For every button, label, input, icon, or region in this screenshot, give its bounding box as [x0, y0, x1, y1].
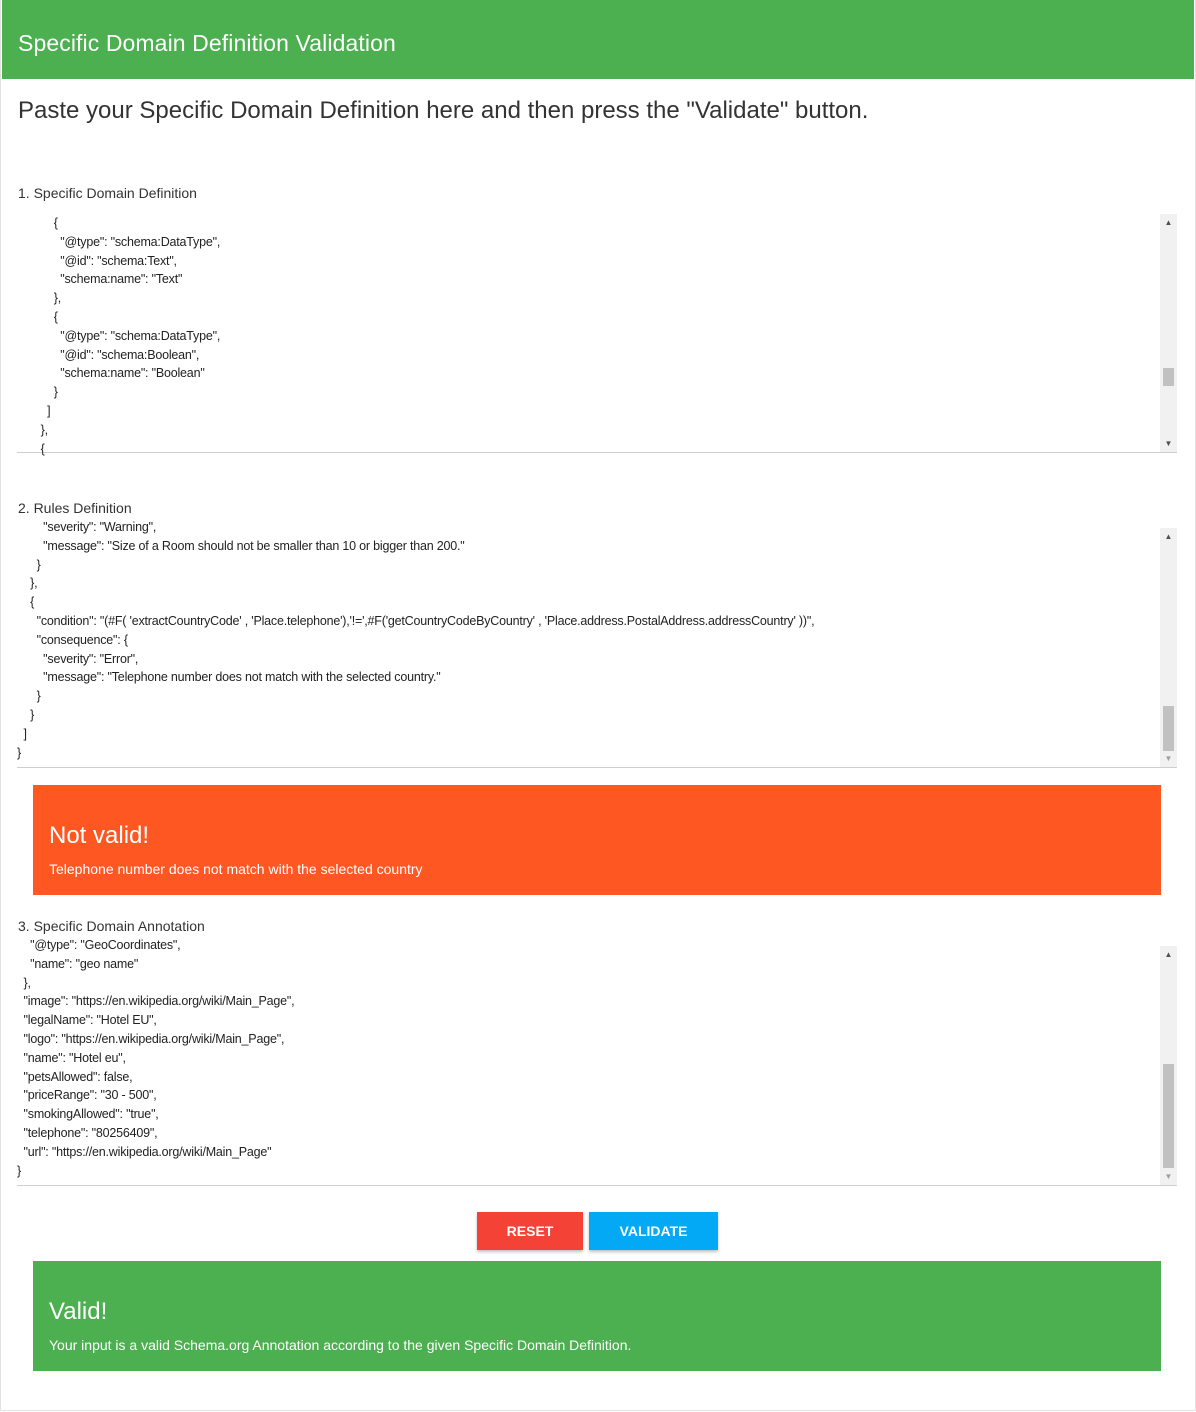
app-title: Specific Domain Definition Validation: [18, 30, 396, 56]
annotation-scrollbar[interactable]: [1160, 946, 1177, 1185]
success-alert-title: Valid!: [49, 1298, 108, 1325]
definition-scrollbar[interactable]: [1160, 214, 1177, 452]
error-alert-message: Telephone number does not match with the selected country: [49, 861, 423, 877]
triangle-down-icon[interactable]: ▼: [1164, 439, 1173, 448]
triangle-up-icon[interactable]: ▲: [1164, 218, 1173, 227]
annotation-textarea[interactable]: [17, 938, 1177, 1186]
triangle-down-icon[interactable]: ▼: [1164, 754, 1173, 763]
triangle-up-icon[interactable]: ▲: [1164, 950, 1173, 959]
reset-button[interactable]: RESET: [477, 1212, 583, 1250]
rules-scrollbar[interactable]: [1160, 528, 1177, 767]
triangle-up-icon[interactable]: ▲: [1164, 532, 1173, 541]
definition-textarea[interactable]: [17, 214, 1177, 456]
success-alert-message: Your input is a valid Schema.org Annotation according to the given Specific Domain Definition.: [49, 1337, 632, 1353]
annotation-code: "@type": "GeoCoordinates", "name": "geo name" }, "image": "https://en.wikipedia.org/wiki/Main_Page", "legalName": "Hotel EU", "logo": "https://en.wikipedia.org/wiki/Main_Page", "name": "Hotel eu", "petsAllowed": false, "priceRange": "30 - 500", "smokingAllowed": "true", "telephone": "80256409", "url": "https://en.wikipedia.org/wiki/Main_Page" }: [17, 938, 295, 1178]
rules-textarea[interactable]: [17, 520, 1177, 768]
app-header: [2, 0, 1194, 79]
annotation-label: 3. Specific Domain Annotation: [18, 918, 205, 934]
error-alert: [33, 785, 1161, 895]
error-alert-title: Not valid!: [49, 822, 150, 849]
scroll-thumb[interactable]: [1163, 368, 1174, 386]
triangle-down-icon[interactable]: ▼: [1164, 1172, 1173, 1181]
scroll-thumb[interactable]: [1163, 1064, 1174, 1168]
definition-label: 1. Specific Domain Definition: [18, 185, 197, 201]
instructions-heading: Paste your Specific Domain Definition here and then press the "Validate" button.: [18, 97, 869, 124]
scroll-thumb[interactable]: [1163, 706, 1174, 751]
validate-button[interactable]: VALIDATE: [589, 1212, 718, 1250]
rules-code: "severity": "Warning", "message": "Size of a Room should not be smaller than 10 or bigger than 200." } }, { "condition": "(#F( 'extractCountryCode' , 'Place.telephone'),'!=',#F('getCountryCodeByCountry' , 'Place.address.PostalAddress.addressCountry' ))", "consequence": { "severity": "Error", "message": "Telephone number does not match with the selected country." } } ] }: [17, 520, 815, 760]
success-alert: [33, 1261, 1161, 1371]
definition-code: { "@type": "schema:DataType", "@id": "schema:Text", "schema:name": "Text" }, { "@type": "schema:DataType", "@id": "schema:Boolean", "schema:name": "Boolean" } ] }, {: [40, 216, 221, 456]
rules-label: 2. Rules Definition: [18, 500, 132, 516]
